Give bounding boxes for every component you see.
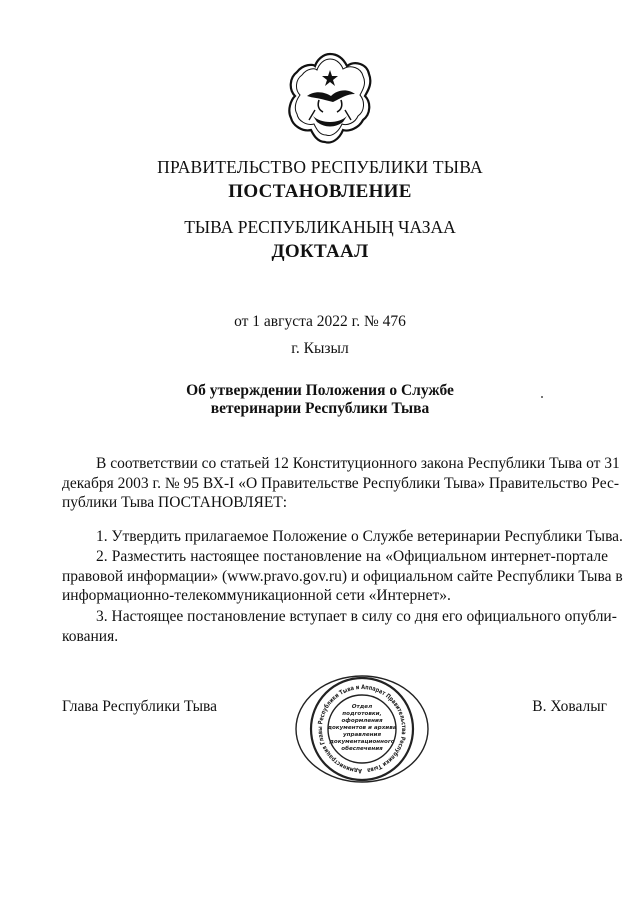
city: г. Кызыл: [291, 340, 349, 357]
item-line: 2. Разместить настоящее постановление на «Официальном интернет-портале: [96, 548, 608, 565]
document-title-line-2: ветеринарии Республики Тыва: [210, 400, 430, 417]
government-name-ru: ПРАВИТЕЛЬСТВО РЕСПУБЛИКИ ТЫВА: [157, 157, 483, 177]
document-type-ru: ПОСТАНОВЛЕНИЕ: [228, 181, 412, 202]
svg-text:Администрация Главы Республики: Администрация Главы Республики Тыва и Аппарат Правительства Республики Тыва: [316, 683, 408, 775]
preamble-line: В соответствии со статьей 12 Конституционного закона Республики Тыва от 31: [96, 455, 620, 472]
signatory-name: В. Ховалыг: [532, 698, 607, 715]
official-stamp: [293, 674, 431, 784]
document-type-tyv: ДОКТААЛ: [271, 241, 369, 262]
svg-text:управления: управления: [342, 732, 382, 738]
svg-text:документационного: документационного: [329, 739, 395, 745]
svg-text:документов и архива: документов и архива: [327, 725, 397, 731]
preamble-line: публики Тыва ПОСТАНОВЛЯЕТ:: [62, 494, 288, 511]
item-line: 1. Утвердить прилагаемое Положение о Службе ветеринарии Республики Тыва.: [96, 528, 623, 545]
svg-text:оформления: оформления: [341, 718, 383, 724]
svg-text:обеспечения: обеспечения: [341, 746, 383, 752]
item-3: [62, 607, 617, 646]
item-line: правовой информации» (www.pravo.gov.ru) и официальном сайте Республики Тыва в: [62, 567, 623, 585]
preamble-paragraph: [62, 454, 620, 513]
svg-text:Отдел: Отдел: [351, 704, 373, 710]
item-line: информационно-телекоммуникационной сети «Интернет».: [62, 587, 451, 604]
item-line: кования.: [62, 627, 119, 645]
date-and-number: от 1 августа 2022 г. № 476: [234, 313, 406, 330]
item-1: [62, 527, 623, 547]
coat-of-arms-emblem: [285, 50, 375, 148]
government-name-tyv: ТЫВА РЕСПУБЛИКАНЫҢ ЧАЗАА: [184, 217, 456, 237]
scan-speck: [541, 396, 543, 398]
svg-text:подготовки,: подготовки,: [342, 711, 382, 717]
preamble-line: декабря 2003 г. № 95 ВХ-I «О Правительстве Республики Тыва» Правительство Рес-: [62, 474, 620, 492]
document-title-line-1: Об утверждении Положения о Службе: [186, 382, 454, 399]
signatory-position: Глава Республики Тыва: [62, 698, 218, 715]
item-2: [62, 547, 623, 606]
item-line: 3. Настоящее постановление вступает в силу со дня его официального опубли-: [96, 608, 617, 625]
